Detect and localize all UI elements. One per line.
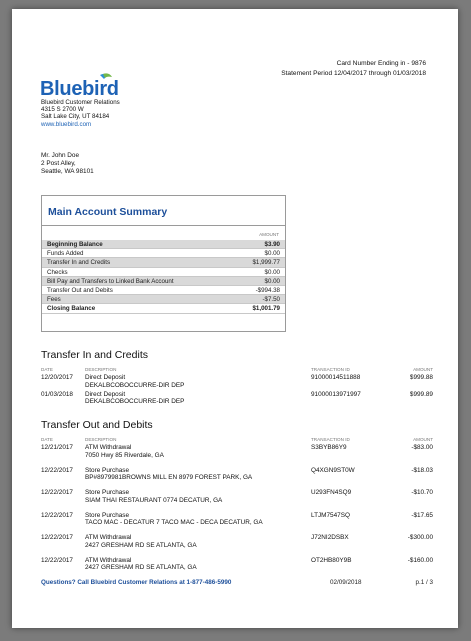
transaction-detail: SIAM THAI RESTAURANT 0774 DECATUR, GA (85, 496, 223, 504)
transfer-in-rows (41, 374, 433, 407)
issuer-name: Bluebird Customer Relations (41, 99, 120, 106)
issuer-street: 4315 S 2700 W (41, 106, 84, 114)
card-number: Card Number Ending in - 9876 (336, 60, 426, 67)
transaction-amount: -$300.00 (407, 534, 433, 541)
transaction-row (41, 557, 433, 580)
issuer-website-link[interactable]: www.bluebird.com (41, 120, 92, 128)
summary-row (42, 286, 285, 295)
summary-row (42, 249, 285, 258)
transaction-description (85, 391, 315, 406)
transfer-in-header-row (41, 367, 433, 374)
transaction-date: 12/22/2017 (41, 511, 73, 519)
col-transaction-id-header: TRANSACTION ID (311, 437, 350, 442)
transaction-id: J72NI2DSBX (311, 534, 349, 541)
summary-row-label: Fees (47, 296, 61, 304)
transaction-description (85, 444, 315, 459)
transaction-amount: -$18.03 (411, 466, 433, 474)
transfer-out-header-row (41, 437, 433, 444)
transaction-row (41, 391, 433, 408)
issuer-address (41, 99, 120, 128)
transaction-id: OT2HB80Y9B (311, 556, 352, 564)
transaction-type: ATM Withdrawal (85, 444, 132, 451)
main-account-summary (41, 195, 286, 332)
transaction-id: LTJM7547SQ (311, 511, 350, 519)
summary-row-amount: $0.00 (264, 250, 280, 258)
transaction-type: Direct Deposit (85, 390, 126, 398)
transaction-amount: $999.89 (409, 390, 433, 398)
transaction-amount: $999.88 (409, 374, 433, 381)
transaction-date: 12/20/2017 (41, 374, 73, 381)
summary-row-label: Beginning Balance (47, 241, 103, 248)
transaction-type: ATM Withdrawal (85, 556, 132, 564)
transaction-type: Direct Deposit (85, 374, 126, 381)
col-date-header: DATE (41, 437, 53, 442)
transaction-id: U293FN4SQ9 (311, 489, 352, 496)
transaction-date: 12/22/2017 (41, 534, 73, 541)
statement-period: Statement Period 12/04/2017 through 01/03/2018 (281, 69, 426, 77)
transaction-type: Store Purchase (85, 466, 130, 474)
transfer-out-rows (41, 444, 433, 579)
summary-row-amount: $0.00 (264, 268, 280, 276)
summary-row-amount: -$7.50 (262, 296, 280, 304)
transaction-description (85, 374, 315, 389)
transaction-date: 12/22/2017 (41, 556, 73, 564)
transaction-amount: -$160.00 (407, 556, 433, 564)
page-number: p.1 / 3 (415, 579, 433, 586)
transaction-row (41, 374, 433, 391)
transaction-detail: 2427 GRESHAM RD SE ATLANTA, GA (85, 564, 197, 572)
transaction-type: ATM Withdrawal (85, 534, 132, 541)
transaction-row (41, 534, 433, 557)
summary-row (42, 258, 285, 267)
transfer-out-table (41, 437, 433, 579)
transaction-date: 12/21/2017 (41, 444, 73, 451)
summary-divider (42, 225, 285, 226)
col-date-header: DATE (41, 367, 53, 372)
summary-row (42, 304, 285, 313)
transaction-detail: DEKALBCOBOCCURRE-DIR DEP (85, 381, 185, 389)
customer-address (41, 152, 94, 176)
transaction-row (41, 512, 433, 535)
transaction-row (41, 444, 433, 467)
footer-date: 02/09/2018 (330, 579, 362, 586)
summary-rows (42, 240, 285, 314)
transaction-type: Store Purchase (85, 511, 130, 519)
summary-row-amount: $3.90 (264, 241, 280, 248)
transaction-description (85, 534, 315, 549)
statement-page (12, 9, 458, 628)
transaction-amount: -$10.70 (411, 489, 433, 496)
transaction-row (41, 467, 433, 490)
transaction-row (41, 489, 433, 512)
transaction-id: 91000014511888 (311, 374, 361, 381)
transfer-in-table (41, 367, 433, 407)
customer-name: Mr. John Doe (41, 152, 80, 159)
transaction-description (85, 489, 315, 504)
transaction-type: Store Purchase (85, 489, 130, 496)
transfer-out-title: Transfer Out and Debits (41, 419, 153, 431)
transaction-description (85, 557, 315, 572)
statement-header (281, 59, 426, 78)
summary-title: Main Account Summary (48, 206, 168, 218)
summary-row-amount: $1,001.79 (252, 305, 280, 313)
transaction-detail: DEKALBCOBOCCURRE-DIR DEP (85, 398, 185, 406)
customer-service-phone: Questions? Call Bluebird Customer Relations at 1-877-486-5990 (41, 579, 232, 586)
transaction-id: S3BYB86Y9 (311, 444, 347, 451)
transaction-id: Q4XGN9ST0W (311, 466, 355, 474)
summary-amount-header: AMOUNT (259, 232, 279, 237)
transaction-detail: 2427 GRESHAM RD SE ATLANTA, GA (85, 541, 197, 549)
summary-row-label: Transfer Out and Debits (47, 286, 113, 294)
issuer-city: Salt Lake City, UT 84184 (41, 113, 110, 121)
transaction-description (85, 467, 315, 482)
transaction-date: 12/22/2017 (41, 466, 73, 474)
transfer-in-title: Transfer In and Credits (41, 349, 148, 361)
logo-text: Bluebird (40, 78, 119, 100)
summary-row-amount: $0.00 (264, 277, 280, 285)
summary-row-label: Checks (47, 268, 68, 276)
transaction-amount: -$83.00 (411, 444, 433, 451)
transaction-id: 91000013971997 (311, 390, 361, 398)
summary-row (42, 268, 285, 277)
customer-street: 2 Post Alley, (41, 160, 76, 167)
summary-row-amount: $1,999.77 (252, 259, 280, 267)
transaction-date: 01/03/2018 (41, 390, 73, 398)
transaction-description (85, 512, 315, 527)
summary-row (42, 295, 285, 304)
col-description-header: DESCRIPTION (85, 367, 117, 372)
summary-row-label: Closing Balance (47, 305, 96, 313)
transaction-date: 12/22/2017 (41, 489, 73, 496)
summary-row-label: Funds Added (47, 250, 84, 258)
col-amount-header: AMOUNT (413, 367, 433, 372)
summary-row (42, 277, 285, 286)
transaction-detail: 7050 Hwy 85 Riverdale, GA (85, 451, 164, 459)
transaction-amount: -$17.65 (411, 511, 433, 519)
transaction-detail: TACO MAC - DECATUR 7 TACO MAC - DECA DECATUR, GA (85, 519, 263, 527)
summary-row (42, 240, 285, 249)
col-transaction-id-header: TRANSACTION ID (311, 367, 350, 372)
col-description-header: DESCRIPTION (85, 437, 117, 442)
transaction-detail: BP#8979981BROWNS MILL EN 8979 FOREST PARK, GA (85, 474, 253, 482)
summary-row-amount: -$994.38 (255, 286, 280, 294)
customer-city: Seattle, WA 98101 (41, 168, 94, 175)
col-amount-header: AMOUNT (413, 437, 433, 442)
summary-row-label: Transfer In and Credits (47, 259, 111, 267)
summary-row-label: Bill Pay and Transfers to Linked Bank Account (47, 277, 174, 285)
